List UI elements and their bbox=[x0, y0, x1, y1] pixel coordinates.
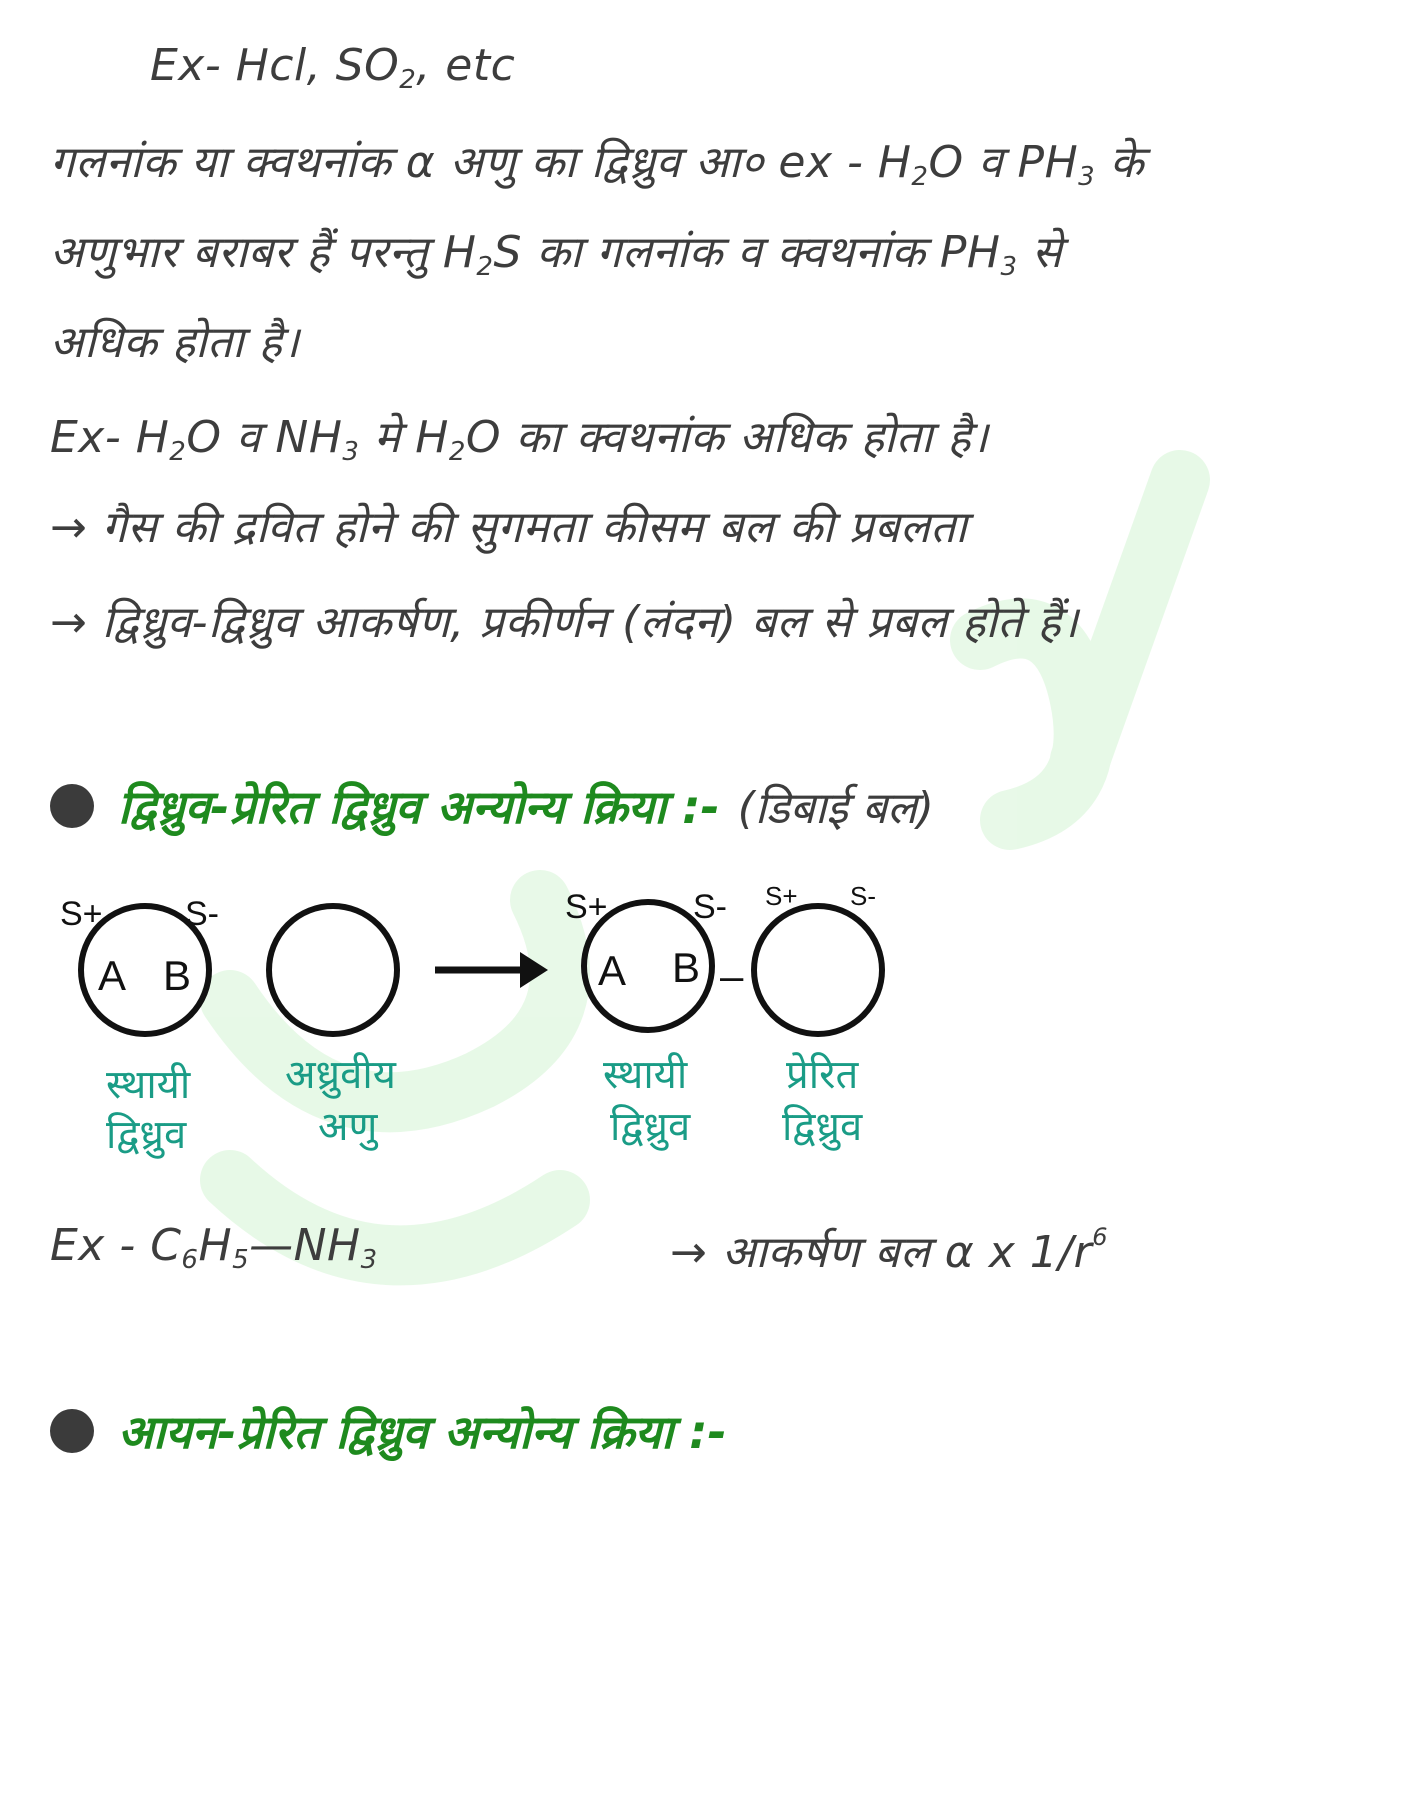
example-line-5: Ex- $H_2O$ व $NH_3$ मे $H_2O$ का क्वथनांक अधिक होता है। bbox=[50, 412, 989, 467]
induced-dipole-circle bbox=[754, 906, 882, 1034]
atom-b-label-2: B bbox=[672, 944, 701, 991]
arrow-line-7: → द्विध्रुव-द्विध्रुव आकर्षण, प्रकीर्णन (लंदन) बल से प्रबल होते हैं। bbox=[50, 597, 1079, 648]
text-line-4: अधिक होता है। bbox=[50, 317, 300, 368]
example-line-1: Ex- Hcl, $SO_2$, etc bbox=[150, 40, 516, 95]
section-heading-2 bbox=[50, 1400, 727, 1462]
heading-note: (डिबाई बल) bbox=[737, 783, 934, 834]
atom-a-label-2: A bbox=[598, 947, 627, 994]
induced-label-2: द्विध्रुव bbox=[782, 1104, 863, 1150]
right-arrow-icon bbox=[435, 952, 548, 988]
s-minus-label: S- bbox=[185, 895, 219, 933]
nonpolar-label-2: अणु bbox=[318, 1104, 378, 1150]
s-plus-label-3: S+ bbox=[765, 881, 798, 911]
permanent2-label-2: द्विध्रुव bbox=[610, 1104, 691, 1150]
permanent-label-2: द्विध्रुव bbox=[106, 1112, 187, 1158]
example-aniline: Ex - $C_6H_5—NH_3$ bbox=[50, 1220, 378, 1275]
attraction-relation: → आकर्षण बल α x $1/r^6$ bbox=[670, 1223, 1108, 1278]
s-plus-label-2: S+ bbox=[565, 888, 608, 926]
text-line-2: गलनांक या क्वथनांक α अणु का द्विध्रुव आ० ex - $H_2O$ व $PH_3$ के bbox=[50, 137, 1144, 192]
atom-b-label: B bbox=[163, 952, 192, 999]
s-minus-label-2: S- bbox=[693, 888, 727, 926]
arrow-line-6: → गैस की द्रवित होने की सुगमता कीसम बल की प्रबलता bbox=[50, 502, 968, 553]
text-line-3: अणुभार बराबर हैं परन्तु $H_2S$ का गलनांक व क्वथनांक $PH_3$ से bbox=[50, 227, 1063, 282]
atom-a-label: A bbox=[98, 952, 127, 999]
heading-text: द्विध्रुव-प्रेरित द्विध्रुव अन्योन्य क्रिया :- bbox=[118, 780, 720, 834]
s-plus-label: S+ bbox=[60, 895, 103, 933]
bullet-icon bbox=[50, 1409, 94, 1453]
nonpolar-molecule-circle bbox=[269, 906, 397, 1034]
permanent-label-1: स्थायी bbox=[106, 1062, 191, 1108]
nonpolar-label-1: अध्रुवीय bbox=[285, 1052, 396, 1098]
permanent2-label-1: स्थायी bbox=[603, 1052, 688, 1098]
heading-text-2: आयन-प्रेरित द्विध्रुव अन्योन्य क्रिया :- bbox=[118, 1405, 727, 1459]
induced-label-1: प्रेरित bbox=[786, 1052, 859, 1098]
bond-dash: – bbox=[720, 952, 744, 999]
s-minus-label-3: S- bbox=[850, 881, 876, 911]
